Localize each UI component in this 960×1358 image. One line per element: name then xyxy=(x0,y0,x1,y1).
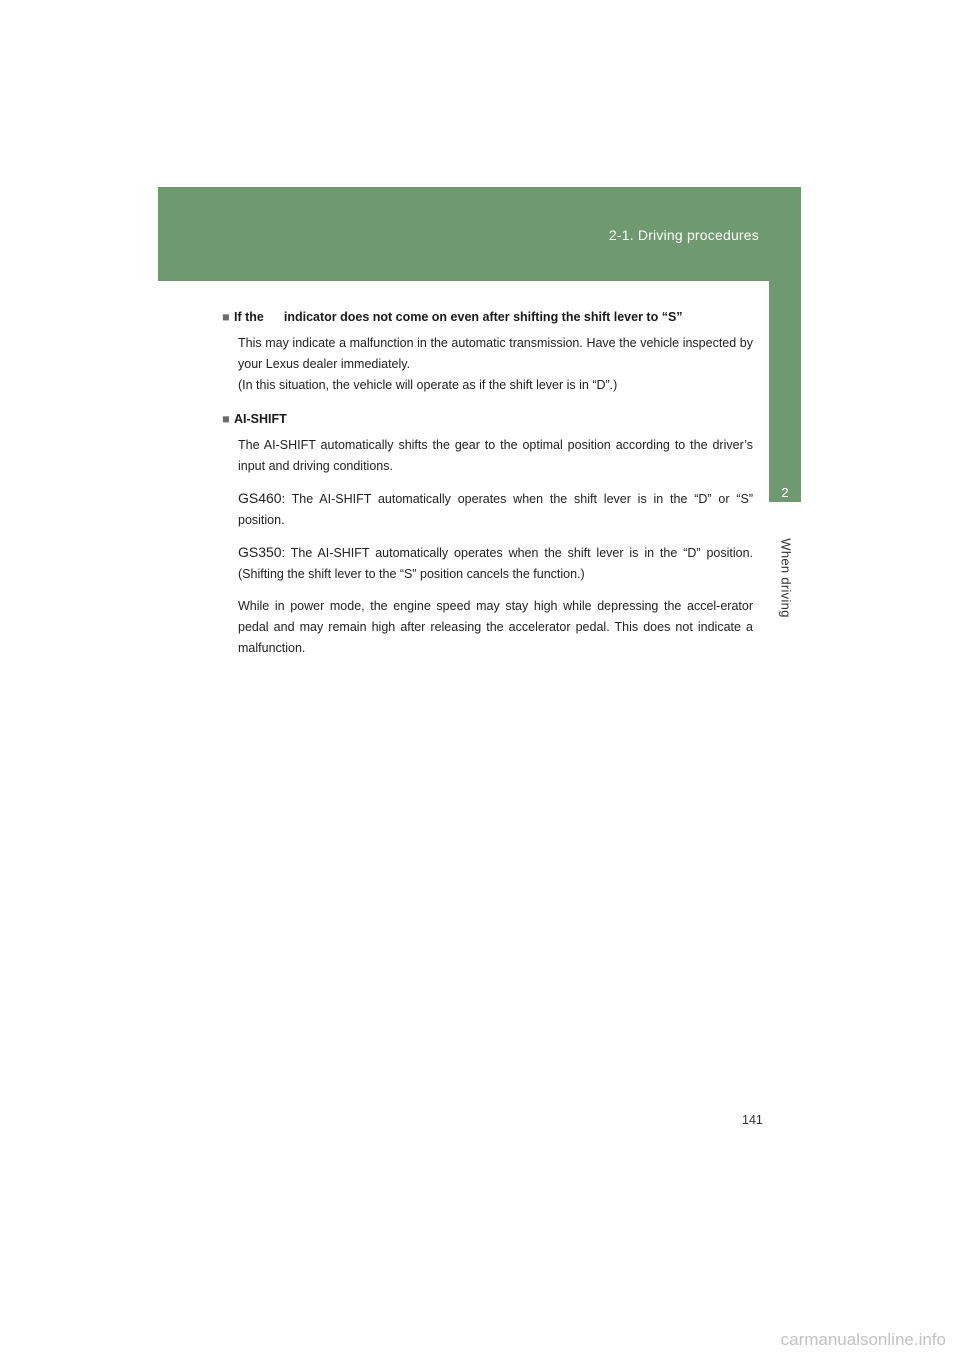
chapter-number: 2 xyxy=(781,485,789,500)
chapter-label: When driving xyxy=(778,538,794,618)
heading-text: AI-SHIFT xyxy=(234,412,287,426)
chapter-tab xyxy=(769,281,801,502)
model-name: GS350 xyxy=(238,544,282,560)
heading-text-start: If the xyxy=(234,310,264,324)
paragraph: This may indicate a malfunction in the automatic transmission. Have the vehicle inspected by your Lexus dealer immediately. xyxy=(238,336,753,371)
paragraph: While in power mode, the engine speed may stay high while depressing the accel-erator pedal and may remain high after releasing the accelerator pedal. This does not indicate a malfunction. xyxy=(238,599,753,655)
section-heading-indicator xyxy=(222,308,753,326)
model-name: GS460 xyxy=(238,490,282,506)
paragraph-text: : The AI-SHIFT automatically operates when the shift lever is in the “D” position. (Shifting the shift lever to the “S” position cancels the function.) xyxy=(238,546,753,581)
paragraph-gs460 xyxy=(238,488,753,531)
paragraph-gs350 xyxy=(238,542,753,585)
heading-text-end: indicator does not come on even after shifting the shift lever to “S” xyxy=(283,310,683,324)
paragraph-text: : The AI-SHIFT automatically operates when the shift lever is in the “D” or “S” position. xyxy=(238,492,753,527)
page-content xyxy=(222,308,753,670)
page-number: 141 xyxy=(742,1113,763,1127)
square-bullet-icon: ■ xyxy=(222,412,230,426)
watermark: carmanualsonline.info xyxy=(780,1330,946,1349)
section-title: 2-1. Driving procedures xyxy=(608,227,759,243)
paragraph: The AI-SHIFT automatically shifts the gear to the optimal position according to the driver’s input and driving conditions. xyxy=(238,438,753,473)
square-bullet-icon: ■ xyxy=(222,310,230,324)
section-heading-ai-shift xyxy=(222,410,753,428)
paragraph: (In this situation, the vehicle will operate as if the shift lever is in “D”.) xyxy=(238,378,618,392)
header-band xyxy=(158,187,801,281)
